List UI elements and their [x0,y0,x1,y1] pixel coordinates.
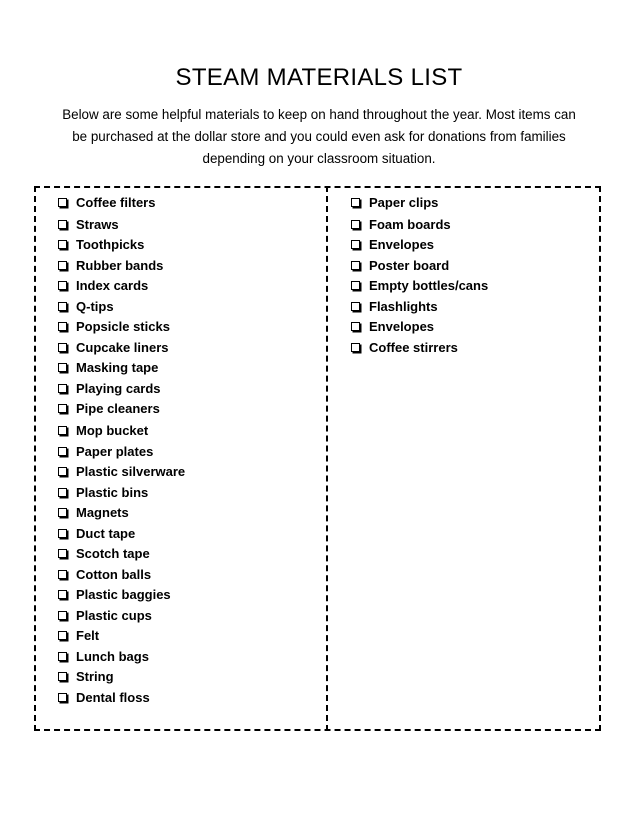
list-item [58,667,185,688]
list-item [58,523,185,544]
list-item [58,503,185,524]
list-item [58,358,185,379]
item-label: Envelopes [369,319,435,335]
list-item [58,399,185,420]
list-item [58,317,185,338]
item-label: Straws [76,216,119,232]
item-label: Flashlights [369,298,438,314]
item-label: Masking tape [76,360,159,376]
item-label: Popsicle sticks [76,319,170,335]
checkbox-icon [58,343,67,352]
list-item [58,296,185,317]
checkbox-icon [58,672,67,681]
list-item [58,462,185,483]
list-item [58,482,185,503]
item-label: Duct tape [76,525,136,541]
item-label: Plastic cups [76,607,152,623]
item-label: Lunch bags [76,648,149,664]
item-label: Playing cards [76,380,161,396]
item-label: Paper plates [76,443,154,459]
checkbox-icon [58,570,67,579]
list-item [58,441,185,462]
item-label: Mop bucket [76,423,149,439]
checkbox-icon [351,261,360,270]
checkbox-icon [58,302,67,311]
column-divider [326,186,328,731]
list-item [58,605,185,626]
checkbox-icon [58,693,67,702]
list-item [58,421,185,442]
item-label: Felt [76,628,100,644]
checkbox-icon [351,322,360,331]
checkbox-icon [58,240,67,249]
checkbox-icon [58,261,67,270]
item-label: Scotch tape [76,546,150,562]
checkbox-icon [58,652,67,661]
item-label: Dental floss [76,689,150,705]
list-item [58,378,185,399]
checkbox-icon [351,220,360,229]
list-item [351,214,488,235]
list-item [58,214,185,235]
checkbox-icon [58,281,67,290]
checkbox-icon [58,611,67,620]
list-item [351,192,488,213]
checkbox-icon [351,302,360,311]
item-label: Empty bottles/cans [369,278,489,294]
checkbox-icon [58,467,67,476]
list-item [351,337,488,358]
item-label: Rubber bands [76,257,164,273]
list-item [58,646,185,667]
checkbox-icon [58,508,67,517]
item-label: Cupcake liners [76,339,169,355]
checkbox-icon [351,240,360,249]
list-item [351,296,488,317]
checkbox-icon [58,549,67,558]
list-item [351,276,488,297]
checkbox-icon [58,404,67,413]
list-item [58,585,185,606]
item-label: Index cards [76,278,149,294]
item-label: Toothpicks [76,237,145,253]
item-label: Poster board [369,257,450,273]
right-materials-list [351,192,488,358]
intro-paragraph: Below are some helpful materials to keep on hand throughout the year. Most items can be purchased at the dollar store and you could even ask for donations from families depending on your classroom situation. [62,107,576,166]
item-label: Q-tips [76,298,114,314]
list-item [58,276,185,297]
list-item [351,235,488,256]
list-item [58,626,185,647]
left-materials-list [58,192,185,708]
checkbox-icon [58,322,67,331]
item-label: Plastic baggies [76,587,171,603]
checkbox-icon [58,529,67,538]
checkbox-icon [351,198,360,207]
list-item [351,317,488,338]
item-label: Envelopes [369,237,435,253]
item-label: String [76,669,114,685]
page-title: STEAM MATERIALS LIST [175,64,463,91]
checkbox-icon [58,384,67,393]
item-label: Cotton balls [76,566,152,582]
item-label: Plastic silverware [76,464,186,480]
item-label: Pipe cleaners [76,401,160,417]
list-item [58,687,185,708]
checkbox-icon [58,220,67,229]
checkbox-icon [351,281,360,290]
list-item [58,337,185,358]
checkbox-icon [58,590,67,599]
checkbox-icon [58,488,67,497]
list-item [58,544,185,565]
checkbox-icon [58,631,67,640]
item-label: Magnets [76,505,129,521]
list-item [58,564,185,585]
list-item [58,235,185,256]
checkbox-icon [58,363,67,372]
list-item [58,192,185,213]
item-label: Coffee stirrers [369,339,458,355]
checkbox-icon [58,198,67,207]
item-label: Foam boards [369,216,451,232]
list-item [351,255,488,276]
checkbox-icon [58,426,67,435]
checkbox-icon [58,447,67,456]
item-label: Paper clips [369,194,439,210]
list-item [58,255,185,276]
item-label: Plastic bins [76,484,149,500]
checkbox-icon [351,343,360,352]
item-label: Coffee filters [76,194,156,210]
